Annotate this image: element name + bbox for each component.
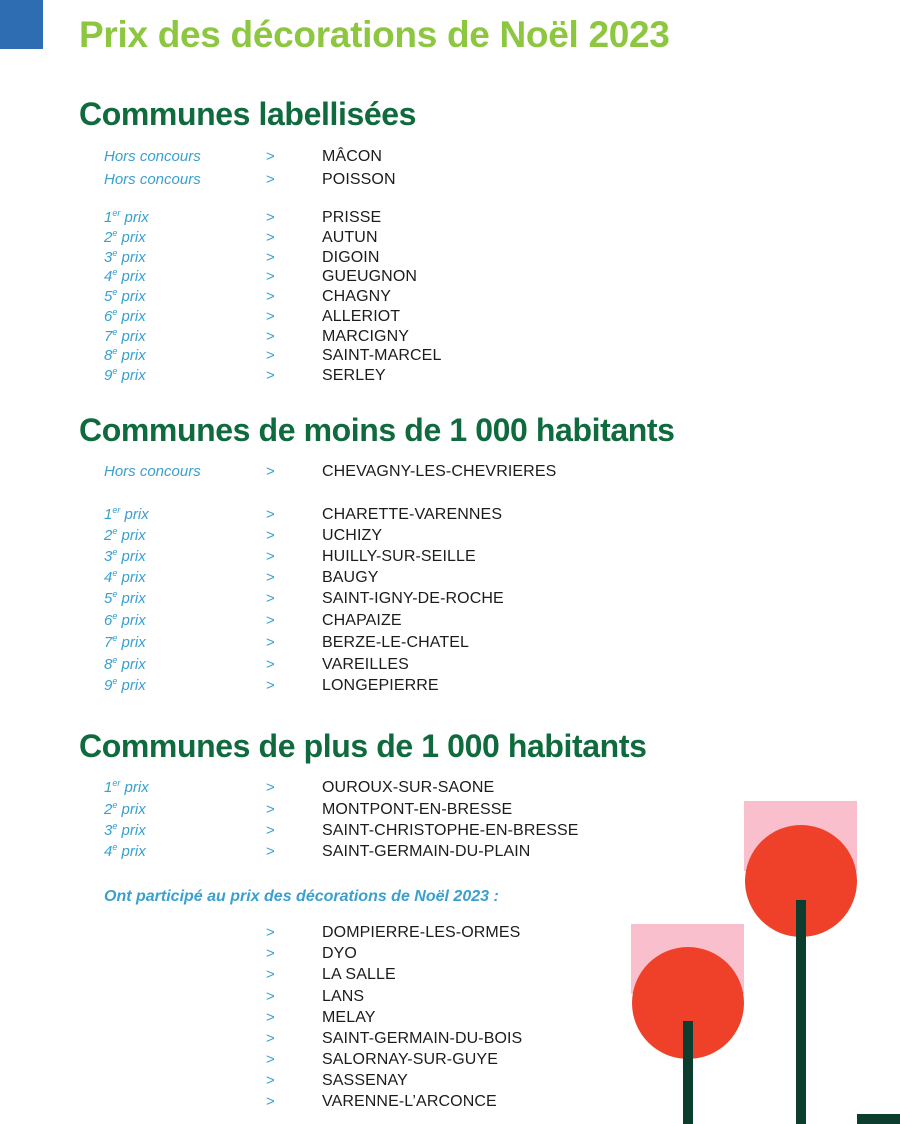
arrow-icon: > bbox=[266, 612, 275, 629]
red-bulb-right bbox=[745, 825, 857, 937]
prize-rank: 5e prix bbox=[104, 589, 146, 607]
arrow-icon: > bbox=[266, 548, 275, 565]
commune-name: POISSON bbox=[322, 171, 396, 188]
prize-rank: 8e prix bbox=[104, 655, 146, 673]
arrow-icon: > bbox=[266, 634, 275, 651]
arrow-icon: > bbox=[266, 656, 275, 673]
arrow-icon: > bbox=[266, 1051, 275, 1068]
corner-block bbox=[0, 0, 43, 49]
commune-name: CHAPAIZE bbox=[322, 612, 402, 629]
prize-rank: 4e prix bbox=[104, 842, 146, 860]
arrow-icon: > bbox=[266, 1093, 275, 1110]
arrow-icon: > bbox=[266, 367, 275, 384]
arrow-icon: > bbox=[266, 677, 275, 694]
participant-commune: SALORNAY-SUR-GUYE bbox=[322, 1051, 498, 1068]
participant-commune: SAINT-GERMAIN-DU-BOIS bbox=[322, 1030, 523, 1047]
participant-commune: DOMPIERRE-LES-ORMES bbox=[322, 924, 521, 941]
participant-commune: LANS bbox=[322, 988, 365, 1005]
arrow-icon: > bbox=[266, 506, 275, 523]
commune-name: BERZE-LE-CHATEL bbox=[322, 634, 470, 651]
commune-name: AUTUN bbox=[322, 229, 378, 246]
arrow-icon: > bbox=[266, 1030, 275, 1047]
participant-commune: VARENNE-L’ARCONCE bbox=[322, 1093, 497, 1110]
commune-name: UCHIZY bbox=[322, 527, 383, 544]
commune-name: VAREILLES bbox=[322, 656, 409, 673]
section-title: Communes labellisées bbox=[79, 96, 417, 132]
pink-square-right bbox=[744, 801, 857, 871]
prize-rank: 7e prix bbox=[104, 633, 146, 651]
commune-name: CHARETTE-VARENNES bbox=[322, 506, 503, 523]
arrow-icon: > bbox=[266, 843, 275, 860]
arrow-icon: > bbox=[266, 308, 275, 325]
commune-name: MARCIGNY bbox=[322, 328, 410, 345]
prize-rank: 1er prix bbox=[104, 208, 149, 226]
arrow-icon: > bbox=[266, 569, 275, 586]
arrow-icon: > bbox=[266, 209, 275, 226]
prize-rank: 2e prix bbox=[104, 228, 146, 246]
pink-square-left bbox=[631, 924, 744, 994]
participants-heading: Ont participé au prix des décorations de Noël 2023 : bbox=[104, 888, 499, 905]
commune-name: SAINT-CHRISTOPHE-EN-BRESSE bbox=[322, 822, 579, 839]
arrow-icon: > bbox=[266, 171, 275, 188]
prize-rank: 3e prix bbox=[104, 821, 146, 839]
arrow-icon: > bbox=[266, 966, 275, 983]
arrow-icon: > bbox=[266, 1072, 275, 1089]
commune-name: OUROUX-SUR-SAONE bbox=[322, 779, 495, 796]
prize-rank: 2e prix bbox=[104, 800, 146, 818]
prize-rank: 9e prix bbox=[104, 676, 146, 694]
commune-name: CHEVAGNY-LES-CHEVRIERES bbox=[322, 463, 557, 480]
prize-rank: 3e prix bbox=[104, 547, 146, 565]
commune-name: GUEUGNON bbox=[322, 268, 418, 285]
commune-name: PRISSE bbox=[322, 209, 382, 226]
stem-right bbox=[796, 900, 806, 1124]
prize-rank: 6e prix bbox=[104, 307, 146, 325]
prize-rank: 1er prix bbox=[104, 505, 149, 523]
prize-rank: 3e prix bbox=[104, 248, 146, 266]
commune-name: ALLERIOT bbox=[322, 308, 401, 325]
commune-name: HUILLY-SUR-SEILLE bbox=[322, 548, 476, 565]
arrow-icon: > bbox=[266, 1009, 275, 1026]
arrow-icon: > bbox=[266, 229, 275, 246]
prize-rank: 5e prix bbox=[104, 287, 146, 305]
commune-name: MONTPONT-EN-BRESSE bbox=[322, 801, 513, 818]
arrow-icon: > bbox=[266, 527, 275, 544]
prize-rank: Hors concours bbox=[104, 171, 201, 188]
commune-name: SAINT-GERMAIN-DU-PLAIN bbox=[322, 843, 531, 860]
arrow-icon: > bbox=[266, 988, 275, 1005]
arrow-icon: > bbox=[266, 945, 275, 962]
commune-name: SERLEY bbox=[322, 367, 386, 384]
prize-rank: Hors concours bbox=[104, 148, 201, 165]
prize-rank: 4e prix bbox=[104, 267, 146, 285]
commune-name: LONGEPIERRE bbox=[322, 677, 439, 694]
arrow-icon: > bbox=[266, 148, 275, 165]
page-title: Prix des décorations de Noël 2023 bbox=[79, 14, 670, 55]
commune-name: MÂCON bbox=[322, 148, 383, 165]
participant-commune: SASSENAY bbox=[322, 1072, 408, 1089]
participant-commune: LA SALLE bbox=[322, 966, 396, 983]
arrow-icon: > bbox=[266, 347, 275, 364]
prize-rank: 9e prix bbox=[104, 366, 146, 384]
prize-rank: 2e prix bbox=[104, 526, 146, 544]
dark-corner-block bbox=[857, 1114, 900, 1124]
section-title: Communes de moins de 1 000 habitants bbox=[79, 412, 675, 448]
commune-name: CHAGNY bbox=[322, 288, 392, 305]
arrow-icon: > bbox=[266, 924, 275, 941]
commune-name: BAUGY bbox=[322, 569, 379, 586]
prize-rank: 8e prix bbox=[104, 346, 146, 364]
arrow-icon: > bbox=[266, 590, 275, 607]
prize-rank: 6e prix bbox=[104, 611, 146, 629]
red-bulb-left bbox=[632, 947, 744, 1059]
prize-rank: 1er prix bbox=[104, 778, 149, 796]
participant-commune: MELAY bbox=[322, 1009, 376, 1026]
stem-left bbox=[683, 1021, 693, 1124]
prize-rank: 7e prix bbox=[104, 327, 146, 345]
prize-rank: Hors concours bbox=[104, 463, 201, 480]
arrow-icon: > bbox=[266, 328, 275, 345]
prize-rank: 4e prix bbox=[104, 568, 146, 586]
participant-commune: DYO bbox=[322, 945, 357, 962]
arrow-icon: > bbox=[266, 801, 275, 818]
arrow-icon: > bbox=[266, 822, 275, 839]
arrow-icon: > bbox=[266, 249, 275, 266]
commune-name: SAINT-IGNY-DE-ROCHE bbox=[322, 590, 504, 607]
commune-name: SAINT-MARCEL bbox=[322, 347, 442, 364]
arrow-icon: > bbox=[266, 288, 275, 305]
commune-name: DIGOIN bbox=[322, 249, 380, 266]
section-title: Communes de plus de 1 000 habitants bbox=[79, 728, 647, 764]
arrow-icon: > bbox=[266, 268, 275, 285]
arrow-icon: > bbox=[266, 779, 275, 796]
arrow-icon: > bbox=[266, 463, 275, 480]
